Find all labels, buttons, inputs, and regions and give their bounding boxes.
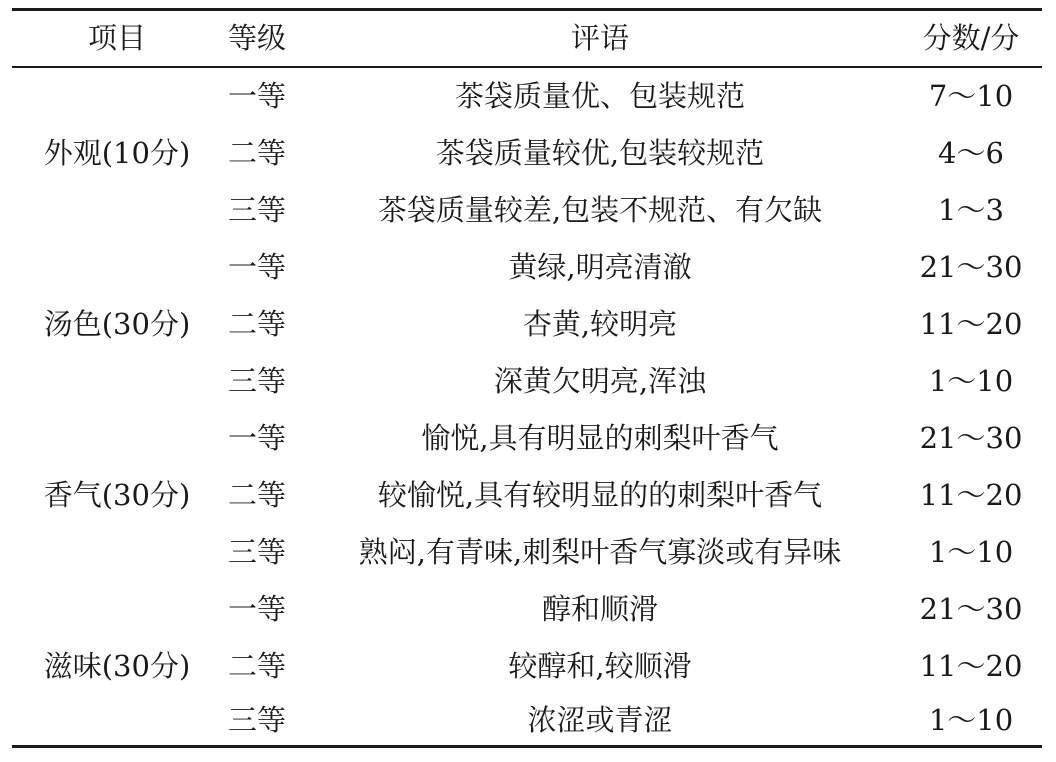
row-score: 1～3 [938,193,1004,227]
row-score: 11～20 [919,649,1023,683]
row-comment: 茶袋质量优、包装规范 [454,79,745,113]
row-comment: 杏黄,较明亮 [522,307,678,341]
row-score: 21～30 [919,592,1023,626]
table-bottom-rule [12,745,1042,748]
row-score: 1～10 [928,364,1014,398]
group-item-label: 汤色(30分) [43,307,191,341]
group-item-label: 香气(30分) [43,478,191,512]
header-score: 分数/分 [922,21,1020,55]
row-grade: 三等 [227,703,286,737]
row-score: 11～20 [919,478,1023,512]
row-comment: 茶袋质量较差,包装不规范、有欠缺 [377,193,823,227]
row-score: 7～10 [928,79,1014,113]
row-score: 11～20 [919,307,1023,341]
row-comment: 醇和顺滑 [541,592,658,626]
row-grade: 二等 [227,478,286,512]
group-item-label: 外观(10分) [43,136,191,170]
row-grade: 一等 [227,79,286,113]
row-comment: 愉悦,具有明显的刺梨叶香气 [421,421,779,455]
row-grade: 二等 [227,649,286,683]
row-comment: 茶袋质量较优,包装较规范 [435,136,765,170]
row-grade: 三等 [227,193,286,227]
header-grade: 等级 [227,21,286,55]
row-comment: 深黄欠明亮,浑浊 [493,364,707,398]
row-grade: 一等 [227,250,286,284]
header-item: 项目 [87,21,146,55]
row-comment: 较愉悦,具有较明显的的刺梨叶香气 [377,478,823,512]
header-comment: 评语 [570,21,629,55]
row-score: 4～6 [938,136,1004,170]
row-comment: 较醇和,较顺滑 [508,649,692,683]
row-comment: 浓涩或青涩 [527,703,673,737]
row-score: 1～10 [928,703,1014,737]
row-comment: 黄绿,明亮清澈 [508,250,692,284]
row-grade: 二等 [227,307,286,341]
group-item-label: 滋味(30分) [43,649,191,683]
row-score: 1～10 [928,535,1014,569]
row-comment: 熟闷,有青味,刺梨叶香气寡淡或有异味 [358,535,842,569]
row-grade: 三等 [227,364,286,398]
row-score: 21～30 [919,250,1023,284]
row-grade: 一等 [227,592,286,626]
row-grade: 三等 [227,535,286,569]
row-grade: 一等 [227,421,286,455]
row-grade: 二等 [227,136,286,170]
row-score: 21～30 [919,421,1023,455]
